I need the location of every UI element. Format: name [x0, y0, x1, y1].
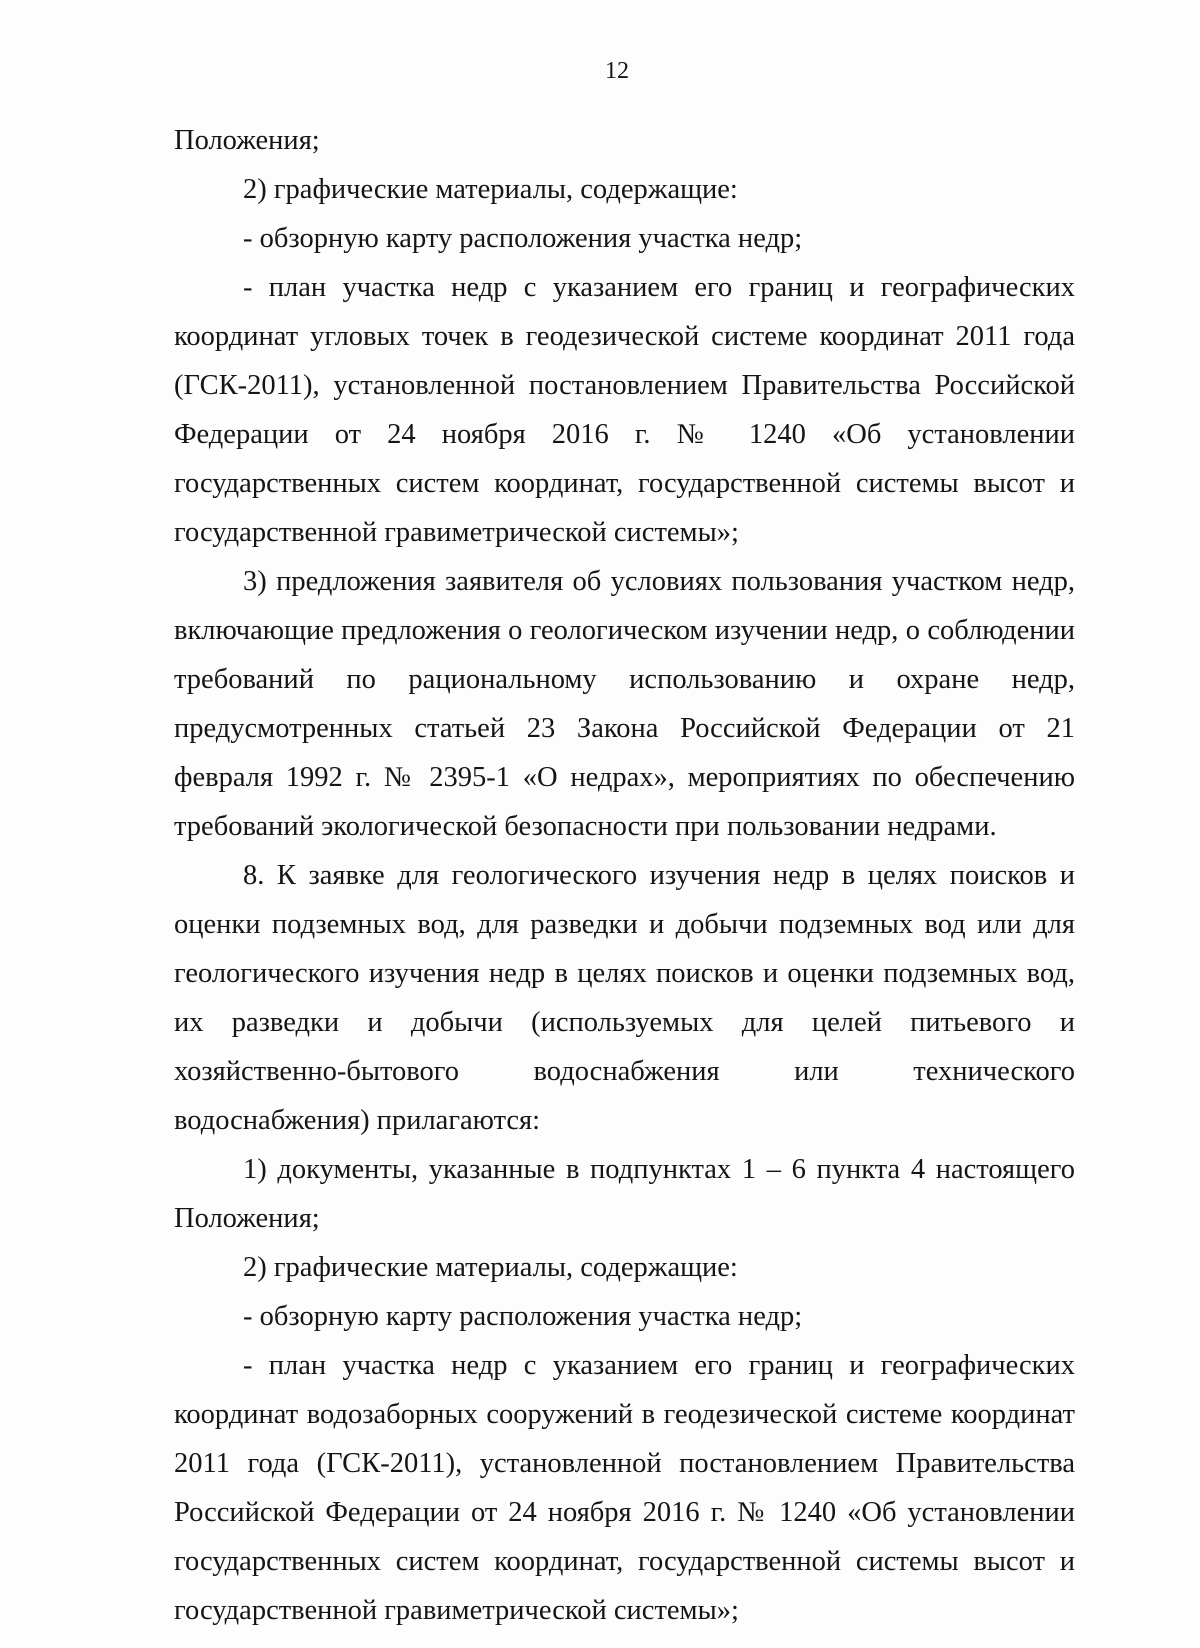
paragraph-clause-8: 8. К заявке для геологического изучения недр в целях поисков и оценки подземных вод, для разведки и добычи подземных вод или для геологического изучения недр в целях поисков и оценки подземных вод, их разведки и добычи (используемых для целей питьевого и хозяйственно-бытового водоснабжения или технического водоснабжения) прилагаются:: [174, 860, 1075, 1136]
paragraph-item-1-documents: 1) документы, указанные в подпунктах 1 – 6 пункта 4 настоящего Положения;: [174, 1154, 1075, 1234]
paragraph-overview-map-second: - обзорную карту расположения участка недр;: [243, 1301, 803, 1332]
paragraph-item-2-graphics-second: 2) графические материалы, содержащие:: [243, 1252, 738, 1283]
page-number: 12: [605, 58, 629, 84]
document-body: [174, 116, 1075, 1635]
paragraph-overview-map: - обзорную карту расположения участка недр;: [243, 223, 803, 254]
paragraph-site-plan-second: - план участка недр с указанием его границ и географических координат водозаборных сооружений в геодезической системе координат 2011 года (ГСК-2011), установленной постановлением Правительства Российской Федерации от 24 ноября 2016 г. № 1240 «Об установлении государственных систем координат, государственной системы высот и государственной гравиметрической системы»;: [174, 1350, 1075, 1626]
paragraph-item-2-graphics: 2) графические материалы, содержащие:: [243, 174, 738, 205]
paragraph-site-plan: - план участка недр с указанием его границ и географических координат угловых точек в геодезической системе координат 2011 года (ГСК-2011), установленной постановлением Правительства Российской Федерации от 24 ноября 2016 г. № 1240 «Об установлении государственных систем координат, государственной системы высот и государственной гравиметрической системы»;: [174, 272, 1075, 548]
paragraph-item-3-proposals: 3) предложения заявителя об условиях пользования участком недр, включающие предложения о геологическом изучении недр, о соблюдении требований по рациональному использованию и охране недр, предусмотренных статьей 23 Закона Российской Федерации от 21 февраля 1992 г. № 2395-1 «О недрах», мероприятиях по обеспечению требований экологической безопасности при пользовании недрами.: [174, 566, 1075, 842]
paragraph-continuation: Положения;: [174, 125, 320, 156]
